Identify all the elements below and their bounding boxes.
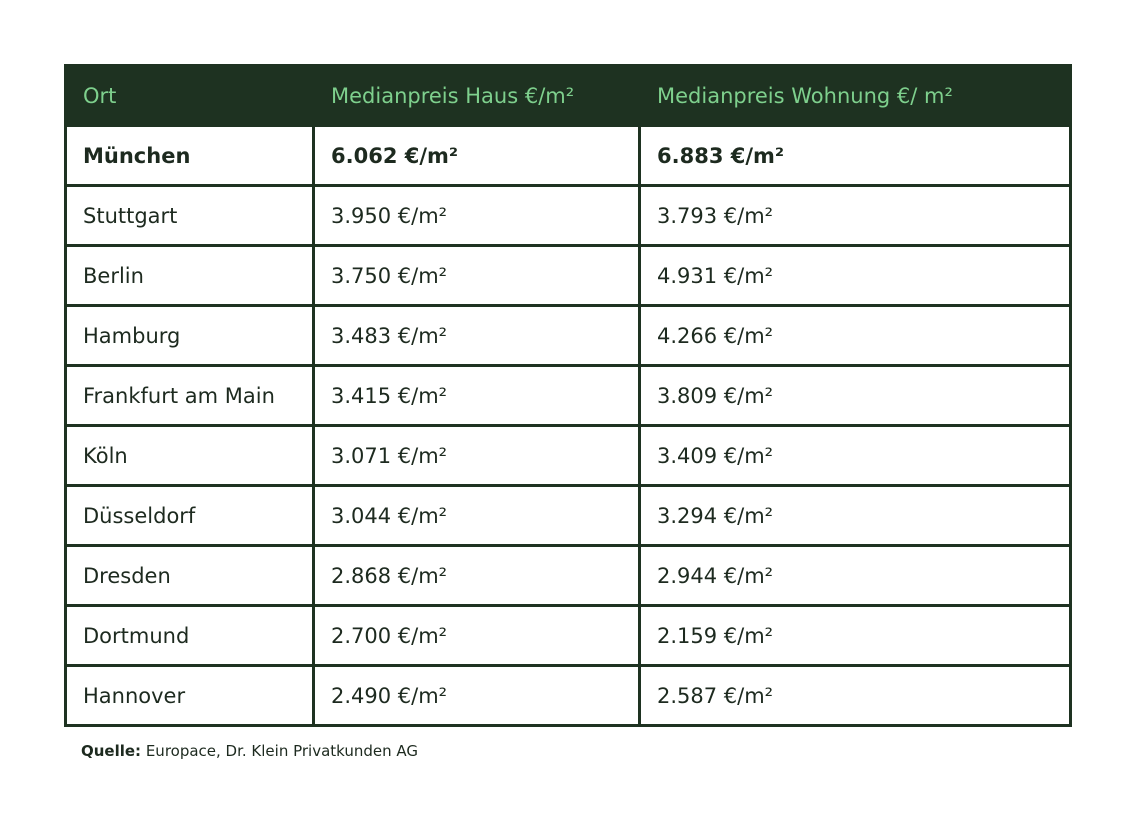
cell-ort: Berlin (66, 246, 314, 306)
header-medianpreis-haus: Medianpreis Haus €/m² (314, 66, 640, 126)
table-row (66, 306, 1071, 366)
cell-haus: 3.044 €/m² (314, 486, 640, 546)
table-row (66, 486, 1071, 546)
cell-wohnung: 3.409 €/m² (640, 426, 1071, 486)
cell-wohnung: 2.944 €/m² (640, 546, 1071, 606)
cell-ort: Stuttgart (66, 186, 314, 246)
cell-haus: 2.490 €/m² (314, 666, 640, 726)
price-table (64, 64, 1072, 727)
cell-haus: 3.071 €/m² (314, 426, 640, 486)
cell-ort: Düsseldorf (66, 486, 314, 546)
cell-wohnung: 4.931 €/m² (640, 246, 1071, 306)
cell-wohnung: 2.159 €/m² (640, 606, 1071, 666)
table-row (66, 606, 1071, 666)
table-body (66, 126, 1071, 726)
table-row (66, 666, 1071, 726)
cell-haus: 3.483 €/m² (314, 306, 640, 366)
cell-wohnung: 6.883 €/m² (640, 126, 1071, 186)
header-ort: Ort (66, 66, 314, 126)
cell-haus: 2.868 €/m² (314, 546, 640, 606)
cell-haus: 2.700 €/m² (314, 606, 640, 666)
cell-wohnung: 3.294 €/m² (640, 486, 1071, 546)
cell-ort: Dortmund (66, 606, 314, 666)
source-note (81, 742, 418, 760)
source-text: Europace, Dr. Klein Privatkunden AG (141, 742, 419, 760)
price-table-container (64, 64, 1069, 727)
table-row (66, 366, 1071, 426)
cell-haus: 3.950 €/m² (314, 186, 640, 246)
table-row (66, 186, 1071, 246)
cell-haus: 6.062 €/m² (314, 126, 640, 186)
cell-ort: München (66, 126, 314, 186)
header-row (66, 66, 1071, 126)
cell-haus: 3.415 €/m² (314, 366, 640, 426)
table-header (66, 66, 1071, 126)
header-medianpreis-wohnung: Medianpreis Wohnung €/ m² (640, 66, 1071, 126)
cell-ort: Hannover (66, 666, 314, 726)
table-row (66, 126, 1071, 186)
cell-wohnung: 3.793 €/m² (640, 186, 1071, 246)
cell-wohnung: 4.266 €/m² (640, 306, 1071, 366)
cell-ort: Hamburg (66, 306, 314, 366)
table-row (66, 426, 1071, 486)
table-row (66, 546, 1071, 606)
cell-haus: 3.750 €/m² (314, 246, 640, 306)
cell-ort: Köln (66, 426, 314, 486)
table-row (66, 246, 1071, 306)
cell-wohnung: 3.809 €/m² (640, 366, 1071, 426)
cell-ort: Frankfurt am Main (66, 366, 314, 426)
cell-ort: Dresden (66, 546, 314, 606)
cell-wohnung: 2.587 €/m² (640, 666, 1071, 726)
source-label: Quelle: (81, 742, 142, 760)
